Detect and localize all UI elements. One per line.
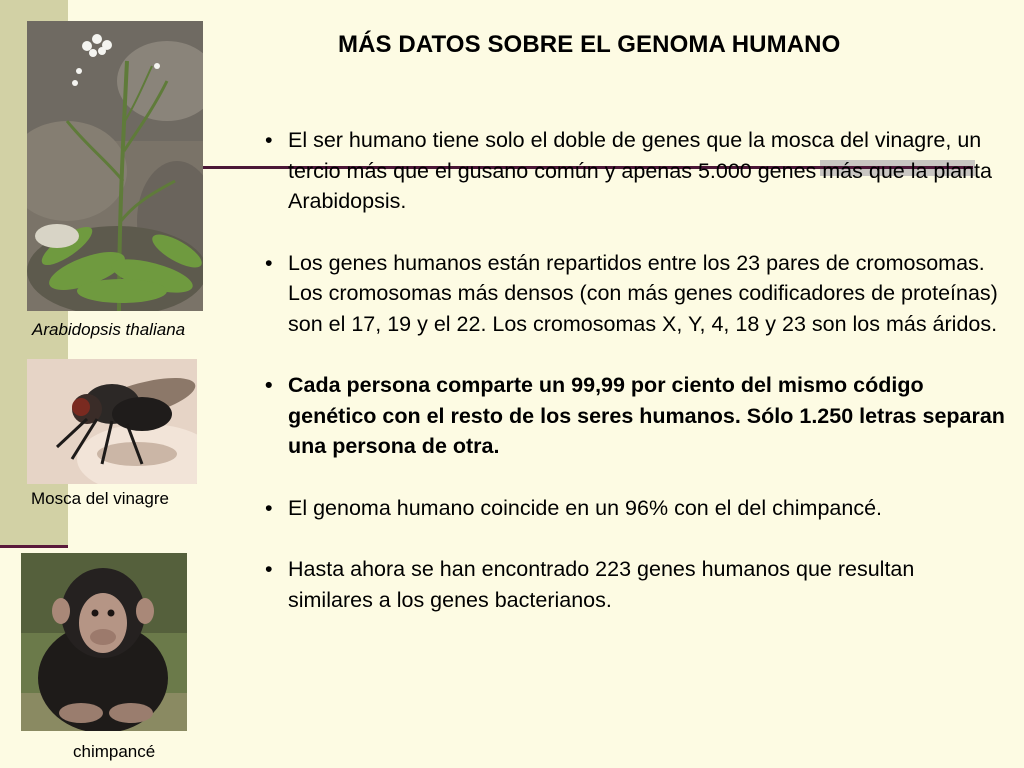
slide-title: MÁS DATOS SOBRE EL GENOMA HUMANO — [338, 31, 841, 58]
bullet-dot-icon: • — [265, 128, 273, 152]
bullet-item — [265, 493, 1005, 524]
caption-fruit-fly: Mosca del vinagre — [31, 489, 169, 508]
bullet-dot-icon: • — [265, 373, 273, 397]
bullet-text: Cada persona comparte un 99,99 por ciento del mismo código genético con el resto de los seres humanos. Sólo 1.250 letras separan una persona de otra. — [288, 373, 1005, 458]
bullet-list — [265, 125, 1005, 646]
chimpanzee-photo — [21, 553, 187, 731]
bullet-text: Los genes humanos están repartidos entre los 23 pares de cromosomas. Los cromosomas más densos (con más genes codificadores de proteínas) son el 17, 19 y el 22. Los cromosomas X, Y, 4, 18 y 23 son los más áridos. — [288, 250, 998, 336]
left-band-rule — [0, 545, 68, 548]
bullet-item — [265, 370, 1005, 462]
bullet-dot-icon: • — [265, 250, 273, 275]
bullet-dot-icon: • — [265, 495, 273, 520]
bullet-item — [265, 125, 1005, 217]
bullet-item — [265, 554, 1005, 615]
fruit-fly-photo — [27, 359, 197, 484]
bullet-text: El ser humano tiene solo el doble de genes que la mosca del vinagre, un tercio más que el gusano común y apenas 5.000 genes más que la planta Arabidopsis. — [288, 128, 992, 213]
caption-arabidopsis: Arabidopsis thaliana — [32, 320, 186, 339]
arabidopsis-photo — [27, 21, 203, 311]
bullet-item — [265, 248, 1005, 340]
bullet-dot-icon: • — [265, 557, 273, 581]
caption-chimpanzee: chimpancé — [73, 742, 156, 761]
bullet-text: El genoma humano coincide en un 96% con el del chimpancé. — [288, 495, 883, 520]
bullet-text: Hasta ahora se han encontrado 223 genes humanos que resultan similares a los genes bacterianos. — [288, 557, 915, 612]
